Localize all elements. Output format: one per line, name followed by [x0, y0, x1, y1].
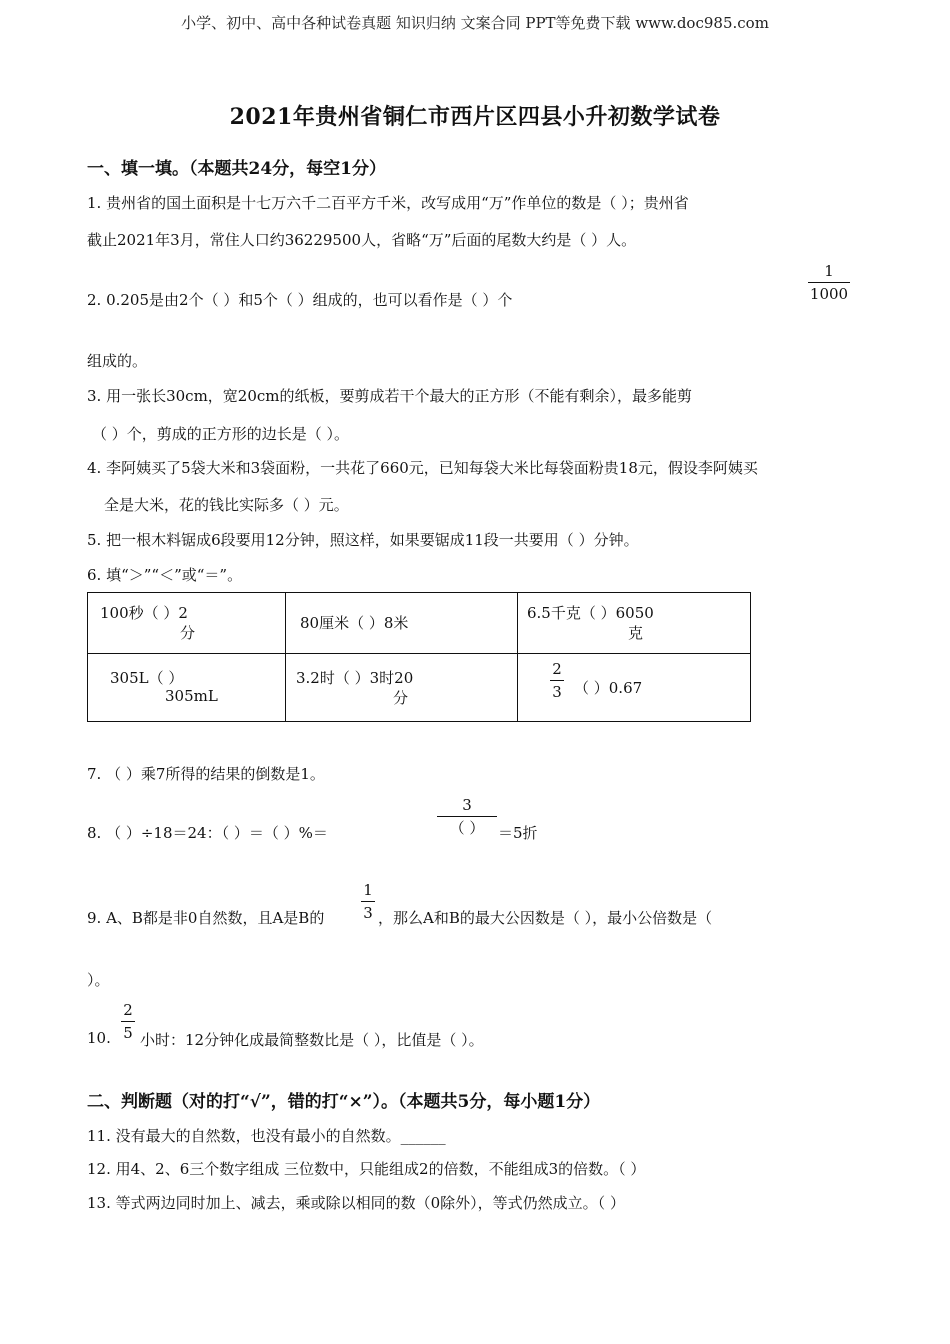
q10-fraction	[121, 1001, 135, 1042]
q3-line1: 3. 用一张长30cm，宽20cm的纸板，要剪成若干个最大的正方形（不能有剩余），最多能剪	[87, 387, 693, 405]
q9-frac-numerator: 1	[363, 881, 373, 899]
q8-frac-denominator: （ ）	[449, 819, 485, 837]
page-header: 小学、初中、高中各种试卷真题 知识归纳 文案合同 PPT等免费下载 www.doc985.com	[181, 14, 769, 32]
q10-left: 10.	[87, 1029, 111, 1047]
comparison-table	[87, 592, 751, 722]
page-title: 2021年贵州省铜仁市西片区四县小升初数学试卷	[229, 104, 721, 130]
q10-right: 小时：12分钟化成最简整数比是（ ），比值是（ ）。	[140, 1031, 484, 1049]
q10-frac-numerator: 2	[123, 1001, 133, 1019]
table-cell	[88, 654, 286, 722]
cell-text: 克	[628, 624, 644, 642]
table-cell	[88, 593, 286, 654]
cell-text: 100秒（ ）2	[100, 604, 188, 622]
q1-line1: 1. 贵州省的国土面积是十七万六千二百平方千米，改写成用“万”作单位的数是（ ）；贵州省	[87, 194, 689, 212]
cell-text: 80厘米（ ）8米	[300, 614, 409, 632]
q9-frac-denominator: 3	[363, 904, 373, 922]
section1-heading: 一、填一填。（本题共24分，每空1分）	[87, 159, 386, 179]
table-cell	[518, 593, 751, 654]
cell-text: （ ）0.67	[574, 679, 643, 697]
section2-heading: 二、判断题（对的打“√”，错的打“×”）。（本题共5分，每小题1分）	[87, 1092, 601, 1112]
q12: 12. 用4、2、6三个数字组成 三位数中，只能组成2的倍数，不能组成3的倍数。（ ）	[87, 1160, 646, 1178]
q8-left: 8. （ ）÷18＝24：（ ）＝（ ）%＝	[87, 824, 328, 842]
q11: 11. 没有最大的自然数，也没有最小的自然数。______	[87, 1127, 446, 1145]
q2-line1: 2. 0.205是由2个（ ）和5个（ ）组成的，也可以看作是（ ）个	[87, 291, 513, 309]
cell-frac-denominator: 3	[552, 683, 562, 701]
q10-frac-denominator: 5	[123, 1024, 133, 1042]
q9-left: 9. A、B都是非0自然数，且A是B的	[87, 909, 325, 927]
q9-line2: ）。	[87, 971, 110, 989]
q8-right: ＝5折	[498, 824, 538, 842]
q2-frac-numerator: 1	[824, 262, 834, 280]
q7: 7. （ ）乘7所得的结果的倒数是1。	[87, 765, 325, 783]
q2-fraction	[808, 262, 850, 303]
q9-right: ，那么A和B的最大公因数是（ ），最小公倍数是（	[378, 909, 713, 927]
table-cell	[518, 654, 751, 722]
q3-line2: （ ）个，剪成的正方形的边长是（ ）。	[92, 425, 350, 443]
cell-text: 6.5千克（ ）6050	[527, 604, 654, 622]
cell-text: 3.2时（ ）3时20	[296, 669, 414, 687]
cell-text: 分	[180, 624, 196, 642]
cell-text: 分	[393, 689, 409, 707]
q2-frac-denominator: 1000	[809, 285, 849, 303]
q5: 5. 把一根木料锯成6段要用12分钟，照这样，如果要锯成11段一共要用（ ）分钟。	[87, 531, 639, 549]
q8-fraction	[437, 796, 497, 837]
q6: 6. 填“＞”“＜”或“＝”。	[87, 566, 243, 584]
cell-text: 305mL	[165, 687, 218, 705]
table-cell	[286, 593, 518, 654]
q8-frac-numerator: 3	[462, 796, 472, 814]
table-cell	[286, 654, 518, 722]
q1-line2: 截止2021年3月，常住人口约36229500人，省略“万”后面的尾数大约是（ ）人。	[87, 231, 637, 249]
q2-line2: 组成的。	[87, 352, 148, 370]
q13: 13. 等式两边同时加上、减去，乘或除以相同的数（0除外），等式仍然成立。（ ）	[87, 1194, 625, 1212]
q4-line1: 4. 李阿姨买了5袋大米和3袋面粉，一共花了660元，已知每袋大米比每袋面粉贵18元，假设李阿姨买	[87, 459, 758, 477]
cell-frac-numerator: 2	[552, 660, 562, 678]
cell-text: 305L（ ）	[110, 669, 184, 687]
cell-fraction	[550, 660, 564, 701]
q9-fraction	[361, 881, 375, 922]
q4-line2: 全是大米，花的钱比实际多（ ）元。	[104, 496, 349, 514]
